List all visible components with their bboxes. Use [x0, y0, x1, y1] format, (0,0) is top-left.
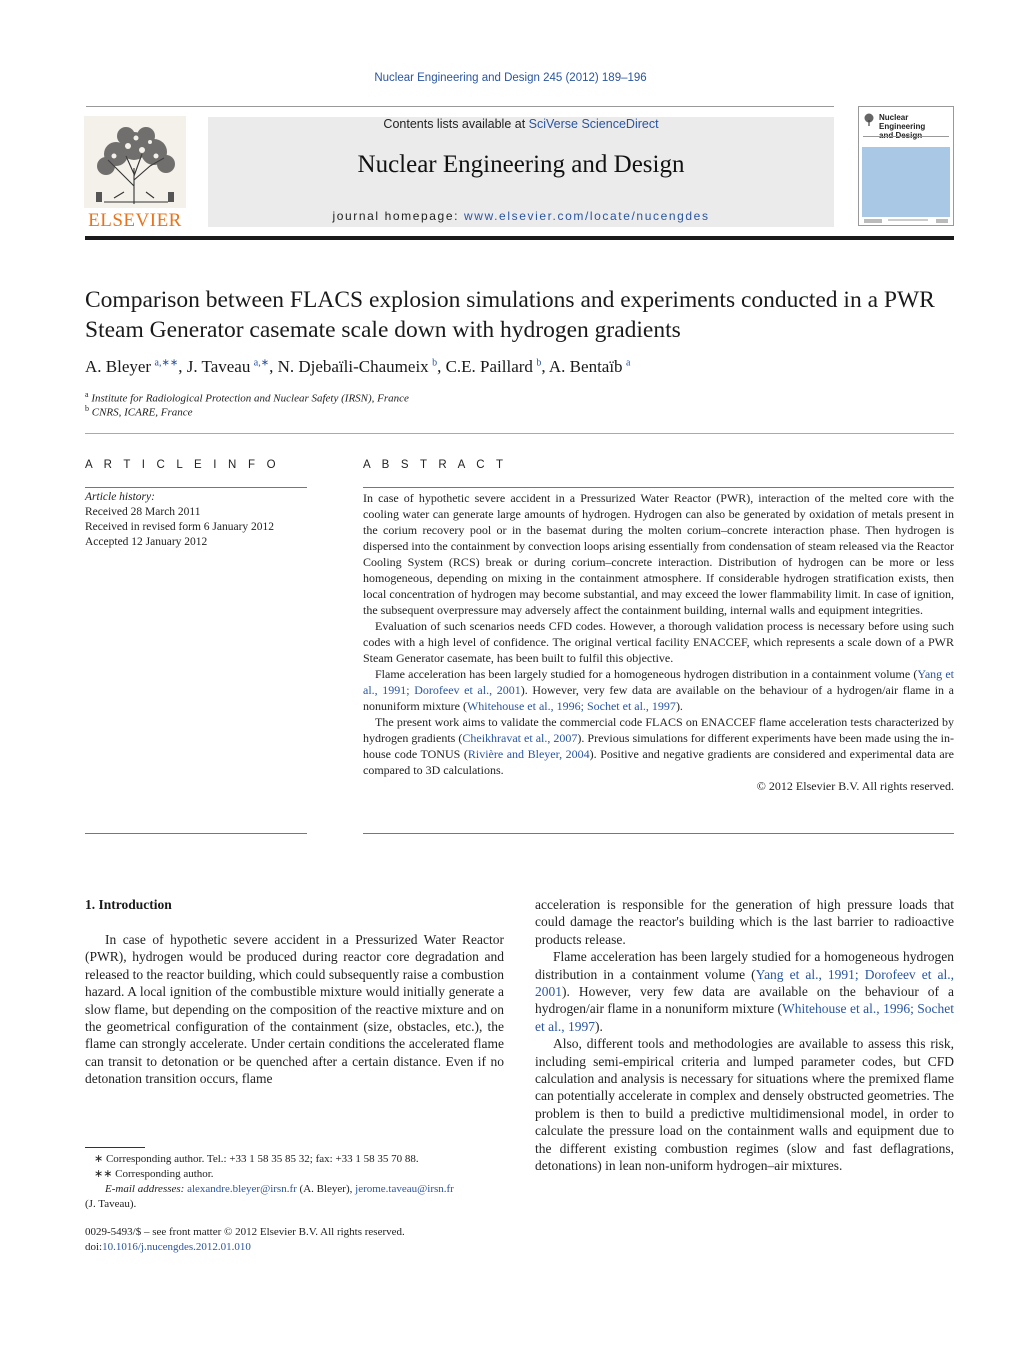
body-text: Flame acceleration has been largely studied for a homogeneous hydrogen distribution in a containment volume (	[535, 949, 954, 982]
article-title: Comparison between FLACS explosion simulations and experiments conducted in a PWR Steam Generator casemate scale down with hydrogen gradients	[85, 287, 935, 343]
author-affil-mark[interactable]: b	[536, 357, 542, 369]
abstract-text: ). Previous simulations for different experiments have been made using the in-house code TONUS (	[363, 731, 955, 761]
body-paragraph: Also, different tools and methodologies are available to assess this risk, including semi-empirical criteria and lumped parameter codes, but CFD calculation and analysis is necessary for situations where the premixed flame can potentially accelerate in complex and densely obstructed geometries. The problem is then to build a predictive multidimensional model, in order to calculate the pressure load on the containment walls and equipment due to the different existing combustion regimes (slow and fast deflagrations, detonations) in lean non-uniform hydrogen–air mixtures.	[535, 1036, 954, 1174]
abstract-paragraph: In case of hypothetic severe accident in a Pressurized Water Reactor (PWR), interaction of the melted core with the cooling water can generate large amounts of hydrogen. Hydrogen can also be generated by oxidation of metals present in the corium recovery pool or in the basemat during the molten corium–concrete interaction phase. Then hydrogen is dispersed into the containment by convection loops arising essentially from condensation of steam released via the Reactor Cooling System (RCS) break or during corium–concrete interaction. Distribution of hydrogen can be more or less homogeneous, depending on mixing in the containment atmosphere. If considerable hydrogen stratification exists, then local concentration of hydrogen may become substantial, and may exceed the lower flammability limit. In case of ignition, the subsequent overpressure may adversely affect the containment building, internal walls and equipment integrities.	[363, 491, 954, 617]
abstract-text: ). However, very few data are available on the behaviour of a hydrogen/air flame in a nonuniform mixture (	[363, 683, 954, 713]
reference-link[interactable]: Cheikhravat et al., 2007	[462, 731, 578, 745]
reference-link[interactable]: Whitehouse et al., 1996; Sochet et al., 1997	[535, 1001, 954, 1034]
header-rule	[86, 106, 834, 107]
abstract-rule-top	[363, 487, 954, 488]
abstract-heading: A B S T R A C T	[363, 459, 508, 471]
affiliation-text: Institute for Radiological Protection and Nuclear Safety (IRSN), France	[91, 392, 409, 405]
author-name[interactable]: C.E. Paillard	[445, 357, 533, 376]
revised-date: Received in revised form 6 January 2012	[85, 521, 275, 533]
affiliation-b	[85, 404, 193, 419]
section-heading-introduction: 1. Introduction	[85, 897, 172, 912]
body-column-left	[85, 931, 504, 1088]
abstract-rule-bottom	[363, 833, 954, 834]
affiliation-a	[85, 390, 409, 405]
abstract-text: The present work aims to validate the commercial code FLACS on ENACCEF flame acceleration tests characterized by hydrogen gradients (	[363, 715, 954, 745]
journal-banner	[208, 117, 834, 227]
abstract-paragraph	[363, 714, 954, 778]
author-affil-mark[interactable]: a,∗∗	[154, 357, 179, 369]
article-history	[85, 490, 274, 550]
email-link[interactable]: alexandre.bleyer@irsn.fr	[187, 1183, 297, 1195]
reference-link[interactable]: Yang et al., 1991; Dorofeev et al., 2001	[363, 667, 955, 697]
reference-link[interactable]: Rivière and Bleyer, 2004	[467, 747, 590, 761]
author-list: A. Bleyer $^{a,∗∗}$, J. Taveau $^{a,∗}$, N. Djebaïli-Chaumeix $^b$, C.E. Paillard $^b$, A. Bentaïb $^a$	[85, 357, 631, 376]
email-label: E-mail addresses:	[105, 1183, 188, 1195]
history-label: Article history:	[85, 491, 155, 503]
affiliation-mark: a	[85, 390, 89, 399]
copyright-line: © 2012 Elsevier B.V. All rights reserved.	[756, 779, 954, 793]
cover-tree-icon	[863, 113, 875, 127]
author-affil-mark[interactable]: a,∗	[253, 357, 270, 369]
author-affil-mark[interactable]: b	[432, 357, 438, 369]
body-text: ).	[595, 1018, 603, 1034]
journal-name: Nuclear Engineering and Design	[357, 151, 685, 178]
doi-line	[85, 1240, 405, 1255]
journal-citation[interactable]: Nuclear Engineering and Design 245 (2012) 189–196	[374, 72, 647, 84]
issn-line: 0029-5493/$ – see front matter © 2012 Elsevier B.V. All rights reserved.	[85, 1226, 405, 1238]
body-paragraph	[535, 948, 954, 1035]
reference-link[interactable]: Yang et al., 1991; Dorofeev et al., 2001	[535, 966, 954, 1000]
author-affil-mark[interactable]: a	[625, 357, 631, 369]
footnote-emails	[85, 1182, 505, 1197]
article-info-rule-bottom	[85, 833, 307, 834]
footnote-corresponding-1: ∗ Corresponding author. Tel.: +33 1 58 35 85 32; fax: +33 1 58 35 70 88.	[94, 1153, 419, 1165]
email-owner: (J. Taveau).	[85, 1198, 137, 1210]
body-column-right	[535, 896, 954, 1175]
footnote-rule	[85, 1147, 145, 1148]
author-name[interactable]: A. Bleyer	[85, 357, 152, 376]
header-thick-rule	[85, 236, 954, 240]
cover-rule	[863, 136, 949, 137]
abstract-text: ).	[675, 699, 683, 713]
author-name[interactable]: J. Taveau	[186, 357, 251, 376]
article-info-heading: A R T I C L E I N F O	[85, 459, 280, 471]
publisher-name: ELSEVIER	[88, 210, 182, 231]
abstract-body	[363, 490, 954, 794]
cover-title-line1: Nuclear Engineering	[879, 113, 926, 131]
homepage-prefix: journal homepage:	[332, 209, 464, 223]
body-paragraph: In case of hypothetic severe accident in a Pressurized Water Reactor (PWR), hydrogen would be produced during reactor core degradation and released to the reactor building, which could subsequently raise a combustion hazard. A local ignition of the combustible mixture would initially generate a slow flame, but depending on the composition of the reactive mixture and on the geometrical configuration of the containment (size, obstacles, etc.), the flame can strongly accelerate. Under certain conditions the accelerated flame can transit to detonation or be quenched after a certain distance. Even if no detonation transition occurs, flame	[85, 932, 504, 1087]
footnotes	[85, 1152, 505, 1212]
article-info-rule-top	[85, 487, 307, 488]
author-name[interactable]: A. Bentaïb	[548, 357, 623, 376]
doi-link[interactable]: 10.1016/j.nucengdes.2012.01.010	[102, 1241, 251, 1253]
accepted-date: Accepted 12 January 2012	[85, 536, 208, 548]
body-text: ). However, very few data are available on the behaviour of a hydrogen/air flame in a nonuniform mixture (	[535, 984, 954, 1017]
body-paragraph: acceleration is responsible for the generation of high pressure loads that could damage the reactor's building which is the last barrier to radioactive products release.	[535, 897, 954, 947]
abstract-text: Flame acceleration has been largely studied for a homogeneous hydrogen distribution in a containment volume (	[375, 667, 918, 681]
reference-link[interactable]: Whitehouse et al., 1996; Sochet et al., 1997	[466, 699, 676, 713]
footnote-corresponding-2: ∗∗ Corresponding author.	[94, 1168, 214, 1180]
front-matter-info	[85, 1225, 405, 1255]
contents-prefix: Contents lists available at	[383, 117, 529, 131]
journal-cover-thumbnail[interactable]	[858, 106, 954, 226]
contents-line	[208, 117, 834, 131]
homepage-line	[208, 209, 834, 223]
abstract-paragraph: Evaluation of such scenarios needs CFD codes. However, a thorough validation process is necessary before using such codes with a high level of confidence. The original vertical facility ENACCEF, which represents a scale down of a PWR Steam Generator casemate, has been built to fulfil this objective.	[363, 619, 954, 665]
affiliation-rule	[85, 433, 954, 434]
affiliation-text: CNRS, ICARE, France	[91, 406, 193, 419]
elsevier-logo[interactable]	[84, 116, 186, 232]
affiliation-mark: b	[85, 404, 89, 413]
sciverse-link[interactable]: SciVerse ScienceDirect	[528, 117, 659, 131]
email-owner: (A. Bleyer),	[296, 1183, 356, 1195]
author-name[interactable]: N. Djebaïli-Chaumeix	[277, 357, 429, 376]
homepage-link[interactable]: www.elsevier.com/locate/nucengdes	[463, 209, 710, 223]
doi-prefix: doi:	[85, 1241, 103, 1253]
cover-image	[862, 147, 950, 217]
abstract-text: ). Positive and negative gradients are considered and experimental data are compared to 3D calculations.	[363, 747, 954, 777]
received-date: Received 28 March 2011	[85, 506, 201, 518]
cover-footer-icon	[862, 218, 950, 224]
email-link[interactable]: jerome.taveau@irsn.fr	[355, 1183, 454, 1195]
abstract-paragraph	[363, 666, 954, 714]
